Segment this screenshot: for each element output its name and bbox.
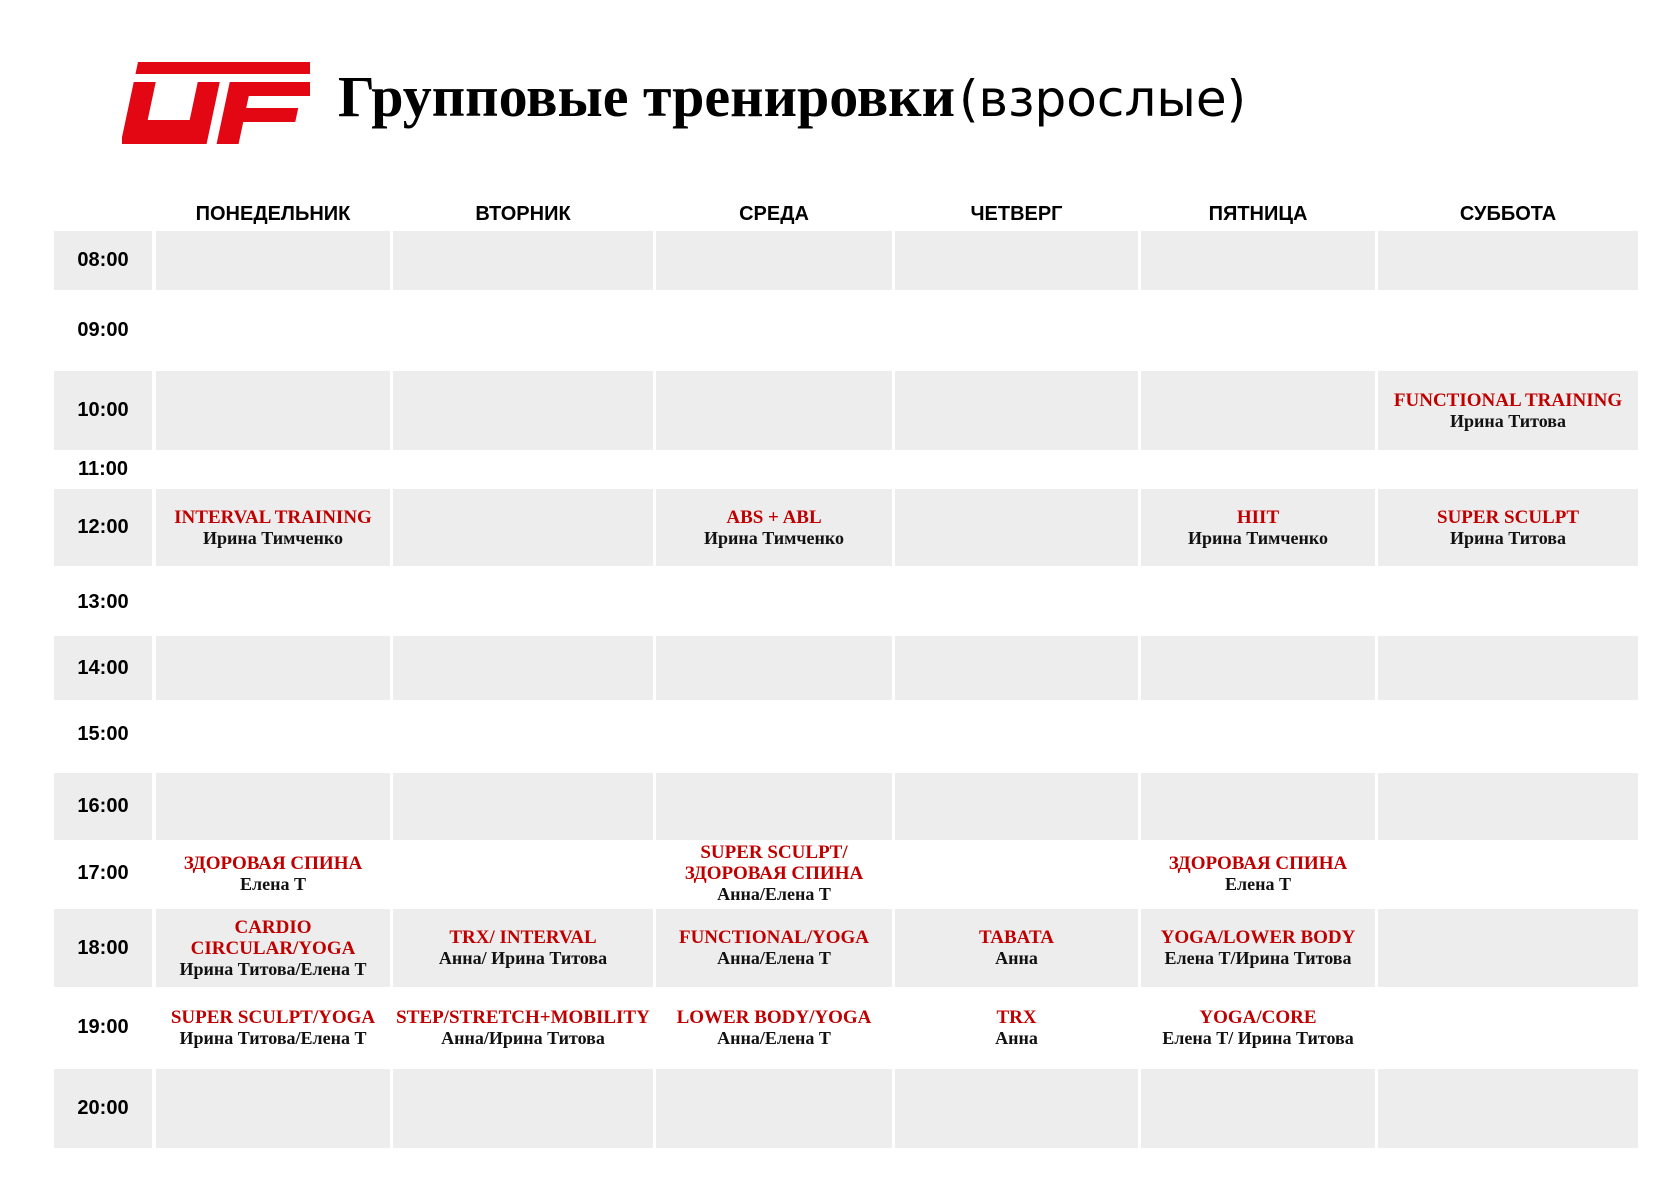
page-title xyxy=(338,62,1246,132)
schedule-cell xyxy=(895,292,1138,368)
time-cell xyxy=(54,371,152,450)
time-label: 12:00 xyxy=(77,516,129,538)
instructor-name: Анна xyxy=(995,948,1038,968)
day-header: ВТОРНИК xyxy=(475,203,571,225)
instructor-name: Анна/Елена Т xyxy=(717,1027,831,1048)
time-cell xyxy=(54,489,152,566)
schedule-cell xyxy=(1378,292,1638,368)
instructor-name: Ирина Титова xyxy=(1449,527,1567,548)
title-sub: (взрослые) xyxy=(959,70,1247,128)
schedule-cell xyxy=(895,636,1138,700)
day-header: СУББОТА xyxy=(1459,203,1557,225)
schedule-cell xyxy=(1141,841,1375,906)
time-label: 20:00 xyxy=(77,1097,129,1119)
schedule-cell xyxy=(393,452,653,487)
schedule-cell xyxy=(1141,371,1375,450)
day-header: ПОНЕДЕЛЬНИК xyxy=(195,203,351,225)
schedule-cell xyxy=(1141,702,1375,767)
time-cell xyxy=(54,1069,152,1148)
schedule-cell xyxy=(656,702,892,767)
class-name: YOGA/LOWER BODY xyxy=(1160,927,1356,948)
time-cell xyxy=(54,773,152,840)
schedule-cell xyxy=(1141,452,1375,487)
schedule-cell xyxy=(656,568,892,637)
schedule-cell xyxy=(393,989,653,1066)
schedule-cell xyxy=(895,231,1138,290)
class-name: ABS + ABL xyxy=(726,506,822,528)
schedule-cell xyxy=(656,371,892,450)
time-cell xyxy=(54,702,152,767)
time-label: 19:00 xyxy=(77,1016,129,1038)
schedule-cell xyxy=(1378,1069,1638,1148)
schedule-cell xyxy=(1378,231,1638,290)
schedule-cell xyxy=(393,231,653,290)
instructor-name: Анна xyxy=(995,1027,1038,1048)
schedule-cell xyxy=(656,1069,892,1148)
schedule-cell xyxy=(895,841,1138,906)
time-label: 11:00 xyxy=(77,458,129,480)
schedule-cell xyxy=(156,231,390,290)
time-label: 16:00 xyxy=(77,795,129,817)
time-label: 15:00 xyxy=(77,723,129,745)
instructor-name: Ирина Тимченко xyxy=(703,527,845,548)
time-cell xyxy=(54,841,152,906)
schedule-cell xyxy=(895,568,1138,637)
schedule-cell xyxy=(156,989,390,1066)
instructor-name: Ирина Титова/Елена Т xyxy=(179,958,367,979)
class-name: TRX xyxy=(996,1006,1037,1028)
schedule-cell xyxy=(1141,292,1375,368)
schedule-cell xyxy=(1378,371,1638,450)
time-label: 14:00 xyxy=(77,656,129,679)
instructor-name: Анна/ Ирина Титова xyxy=(438,948,608,968)
schedule-cell xyxy=(656,636,892,700)
instructor-name: Ирина Титова/Елена Т xyxy=(179,1027,367,1048)
uf-logo xyxy=(122,62,310,144)
class-name: INTERVAL TRAINING xyxy=(174,506,372,528)
schedule-cell xyxy=(656,989,892,1066)
time-label: 17:00 xyxy=(77,862,129,884)
schedule-cell xyxy=(1141,568,1375,637)
schedule-cell xyxy=(1378,452,1638,487)
class-name: YOGA/CORE xyxy=(1199,1006,1317,1028)
class-name: CARDIO xyxy=(234,916,312,938)
schedule-cell xyxy=(393,909,653,987)
instructor-name: Анна/Елена Т xyxy=(717,948,831,968)
schedule-cell xyxy=(156,702,390,767)
time-label: 13:00 xyxy=(77,591,129,613)
schedule-cell xyxy=(1141,231,1375,290)
class-name: SUPER SCULPT/YOGA xyxy=(170,1006,376,1028)
schedule-cell xyxy=(156,292,390,368)
schedule-cell xyxy=(1378,702,1638,767)
schedule-cell xyxy=(393,292,653,368)
schedule-cell xyxy=(393,702,653,767)
time-cell xyxy=(54,909,152,987)
schedule-cell xyxy=(656,489,892,566)
schedule-cell xyxy=(156,636,390,700)
time-cell xyxy=(54,989,152,1066)
instructor-name: Елена Т xyxy=(240,873,306,894)
schedule-cell xyxy=(656,292,892,368)
schedule-cell xyxy=(393,371,653,450)
schedule-cell xyxy=(156,568,390,637)
schedule-cell xyxy=(656,909,892,987)
schedule-cell xyxy=(1378,909,1638,987)
schedule-cell xyxy=(156,841,390,906)
schedule-cell xyxy=(393,773,653,840)
time-label: 18:00 xyxy=(77,936,129,959)
instructor-name: Елена Т xyxy=(1225,873,1291,894)
class-name: FUNCTIONAL TRAINING xyxy=(1393,389,1623,411)
instructor-name: Елена Т/Ирина Титова xyxy=(1164,948,1352,968)
title-main: Групповые тренировки xyxy=(338,64,955,129)
day-header: ЧЕТВЕРГ xyxy=(970,203,1063,225)
schedule-cell xyxy=(393,1069,653,1148)
schedule-cell xyxy=(1141,989,1375,1066)
schedule-cell xyxy=(895,702,1138,767)
class-name: SUPER SCULPT/ xyxy=(700,842,848,863)
schedule-cell xyxy=(393,841,653,906)
schedule-cell xyxy=(393,568,653,637)
instructor-name: Елена Т/ Ирина Титова xyxy=(1162,1027,1354,1048)
class-name: ЗДОРОВАЯ СПИНА xyxy=(1168,852,1348,874)
schedule-cell xyxy=(156,371,390,450)
schedule-cell xyxy=(1378,773,1638,840)
schedule-cell xyxy=(1141,489,1375,566)
time-cell xyxy=(54,292,152,368)
class-name: FUNCTIONAL/YOGA xyxy=(678,927,869,948)
schedule-cell xyxy=(895,1069,1138,1148)
time-cell xyxy=(54,231,152,290)
class-name: SUPER SCULPT xyxy=(1437,506,1579,528)
schedule-cell xyxy=(393,636,653,700)
class-name: ЗДОРОВАЯ СПИНА xyxy=(183,852,363,874)
schedule-cell xyxy=(156,452,390,487)
schedule-cell xyxy=(1378,841,1638,906)
schedule-cell xyxy=(1378,489,1638,566)
schedule-cell xyxy=(656,231,892,290)
instructor-name: Ирина Тимченко xyxy=(202,527,344,548)
instructor-name: Ирина Титова xyxy=(1449,410,1567,431)
schedule-cell xyxy=(895,452,1138,487)
schedule-cell xyxy=(1378,989,1638,1066)
schedule-cell xyxy=(895,371,1138,450)
instructor-name: Анна/Ирина Титова xyxy=(441,1027,605,1048)
schedule-cell xyxy=(1378,568,1638,637)
schedule-cell xyxy=(1141,909,1375,987)
time-cell xyxy=(54,636,152,700)
schedule-cell xyxy=(895,773,1138,840)
class-name: TABATA xyxy=(979,927,1054,948)
schedule-cell xyxy=(656,452,892,487)
schedule-cell xyxy=(895,489,1138,566)
schedule-cell xyxy=(1378,636,1638,700)
schedule-cell xyxy=(1141,636,1375,700)
class-name: STEP/STRETCH+MOBILITY xyxy=(396,1006,650,1028)
schedule-cell xyxy=(156,773,390,840)
instructor-name: Ирина Тимченко xyxy=(1187,527,1329,548)
schedule-cell xyxy=(156,489,390,566)
time-label: 08:00 xyxy=(77,249,129,271)
instructor-name: Анна/Елена Т xyxy=(717,884,831,904)
class-name: TRX/ INTERVAL xyxy=(449,927,597,948)
time-cell xyxy=(54,568,152,637)
schedule-cell xyxy=(393,489,653,566)
day-header: ПЯТНИЦА xyxy=(1208,203,1308,225)
class-name: LOWER BODY/YOGA xyxy=(676,1006,872,1028)
schedule-cell xyxy=(156,1069,390,1148)
time-label: 09:00 xyxy=(77,318,129,341)
schedule-cell xyxy=(895,989,1138,1066)
schedule-cell xyxy=(1141,773,1375,840)
class-name: HIIT xyxy=(1236,506,1280,528)
schedule-cell xyxy=(156,909,390,987)
class-name: CIRCULAR/YOGA xyxy=(190,937,356,959)
day-header: СРЕДА xyxy=(739,203,809,225)
schedule-cell xyxy=(1141,1069,1375,1148)
schedule-cell xyxy=(656,773,892,840)
schedule-cell xyxy=(895,909,1138,987)
time-label: 10:00 xyxy=(77,399,129,421)
time-cell xyxy=(54,452,152,487)
schedule-cell xyxy=(656,841,892,906)
class-name: ЗДОРОВАЯ СПИНА xyxy=(684,863,864,884)
